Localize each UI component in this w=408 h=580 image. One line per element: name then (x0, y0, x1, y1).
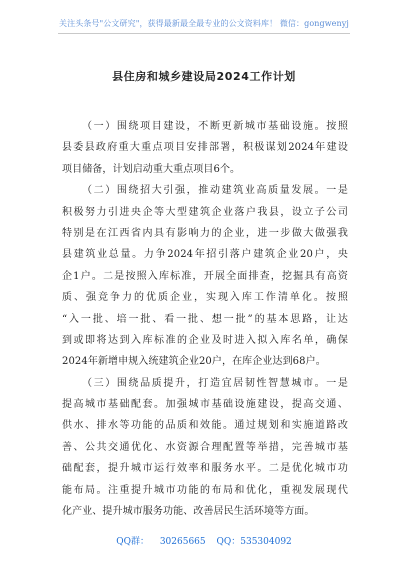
header-divider (58, 33, 350, 34)
header-banner: 关注头条号"公文研究"，获得最新最全最专业的公文资料库！ 微信：gongwenyj (59, 19, 349, 28)
paragraph-line: （三）围绕品质提升，打造宜居韧性智慧城市。一是 (82, 377, 348, 389)
paragraph-line: 项目储备，计划启动重大重点项目6个。 (62, 163, 241, 175)
paragraph-line: 积极努力引进央企等大型建筑企业落户我县，设立子公司 (62, 206, 348, 218)
paragraph-line: 提高城市基础配套。加强城市基础设施建设，提高交通、 (62, 399, 348, 411)
paragraph-line: 善、公共交通优化、水资源合理配置等举措，完善城市基 (62, 441, 348, 453)
paragraph-line: 础配套，提升城市运行效率和服务水平。二是优化城市功 (62, 463, 348, 475)
paragraph-project-construction (62, 116, 348, 180)
paragraph-line: 县建筑业总量。力争2024年招引落户建筑企业20户，央 (62, 249, 348, 261)
paragraph-quality-improvement (62, 373, 348, 523)
footer-contact: QQ群： 30265665 QQ：535304092 (116, 537, 292, 547)
paragraph-line: 到或即将达到入库标准的企业及时进入拟入库名单，确保 (62, 334, 348, 346)
paragraph-line: 县委县政府重大重点项目安排部署，积极谋划2024年建设 (62, 142, 348, 154)
paragraph-line: 2024年新增申规入统建筑企业20户，在库企业达到68户。 (62, 356, 326, 368)
paragraph-line: 供水、排水等功能的品质和效能。通过规划和实施道路改 (62, 420, 348, 432)
paragraph-line: 化产业、提升城市服务功能、改善居民生活环境等方面。 (62, 506, 315, 518)
document-title: 县住房和城乡建设局2024工作计划 (112, 70, 296, 83)
document-body (62, 116, 348, 522)
paragraph-line: “入一批、培一批、看一批、想一批”的基本思路，让达 (62, 313, 348, 325)
paragraph-line: 企1户。二是按照入库标准，开展全面排查，挖掘具有高资 (62, 270, 348, 282)
paragraph-line: （二）围绕招大引强，推动建筑业高质量发展。一是 (82, 185, 348, 197)
paragraph-line: 特别是在江西省内具有影响力的企业，进一步做大做强我 (62, 227, 348, 239)
paragraph-line: 能布局。注重提升城市功能的布局和优化，重视发展现代 (62, 484, 348, 496)
paragraph-construction-industry (62, 180, 348, 373)
paragraph-line: （一）围绕项目建设，不断更新城市基础设施。按照 (82, 121, 348, 132)
paragraph-line: 质、强竞争力的优质企业，实现入库工作清单化。按照 (62, 292, 348, 304)
